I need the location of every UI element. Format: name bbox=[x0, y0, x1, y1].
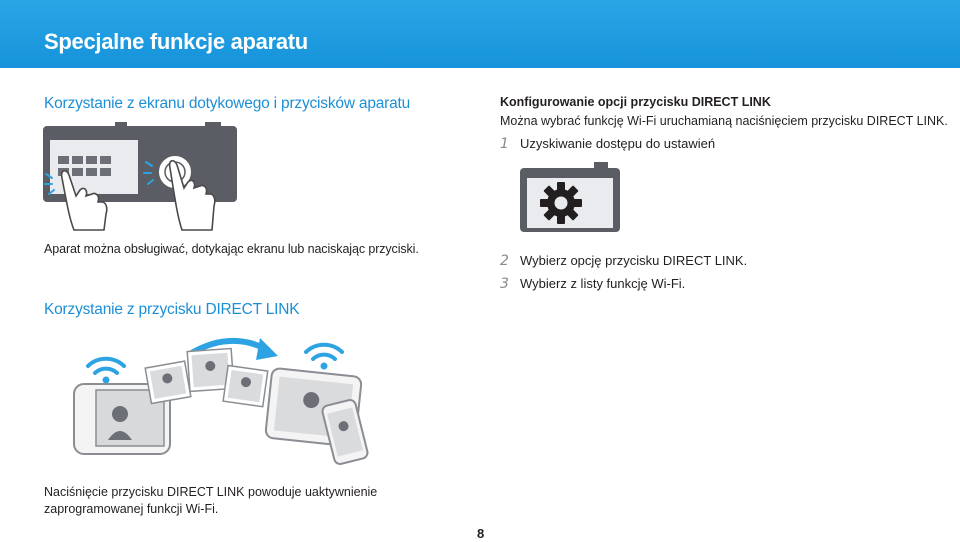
step-text: Wybierz opcję przycisku DIRECT LINK. bbox=[520, 253, 748, 268]
page-title: Specjalne funkcje aparatu bbox=[44, 29, 308, 54]
gear-icon bbox=[540, 182, 582, 224]
step-text: Wybierz z listy funkcję Wi-Fi. bbox=[520, 276, 686, 291]
camera-settings-illustration bbox=[518, 160, 624, 236]
step-number: 2 bbox=[500, 253, 509, 269]
touch-section-heading: Korzystanie z ekranu dotykowego i przycisków aparatu bbox=[44, 95, 411, 112]
page-number: 8 bbox=[477, 526, 485, 541]
step-3 bbox=[500, 276, 685, 292]
header-band bbox=[0, 0, 960, 68]
touch-caption: Aparat można obsługiwać, dotykając ekranu lub naciskając przyciski. bbox=[44, 242, 419, 256]
photo-thumbnail bbox=[223, 365, 268, 406]
direct-link-caption: Naciśnięcie przycisku DIRECT LINK powoduje uaktywnienie zaprogramowanej funkcji Wi-Fi. bbox=[44, 485, 378, 516]
wifi-icon bbox=[88, 359, 124, 373]
step-text: Uzyskiwanie dostępu do ustawień bbox=[520, 136, 716, 151]
wifi-icon bbox=[306, 345, 342, 359]
direct-link-section-heading: Korzystanie z przycisku DIRECT LINK bbox=[44, 301, 300, 318]
photo-thumbnail bbox=[145, 361, 191, 403]
direct-link-config-title: Konfigurowanie opcji przycisku DIRECT LINK bbox=[500, 95, 771, 109]
direct-link-config-description: Można wybrać funkcję Wi-Fi uruchamianą naciśnięciem przycisku DIRECT LINK. bbox=[500, 114, 948, 128]
step-2 bbox=[500, 253, 747, 269]
step-number: 1 bbox=[500, 136, 509, 152]
touch-camera-illustration bbox=[40, 120, 280, 232]
direct-link-illustration bbox=[70, 332, 390, 472]
step-1 bbox=[500, 136, 715, 152]
phone-device bbox=[321, 399, 369, 465]
step-number: 3 bbox=[500, 276, 509, 292]
